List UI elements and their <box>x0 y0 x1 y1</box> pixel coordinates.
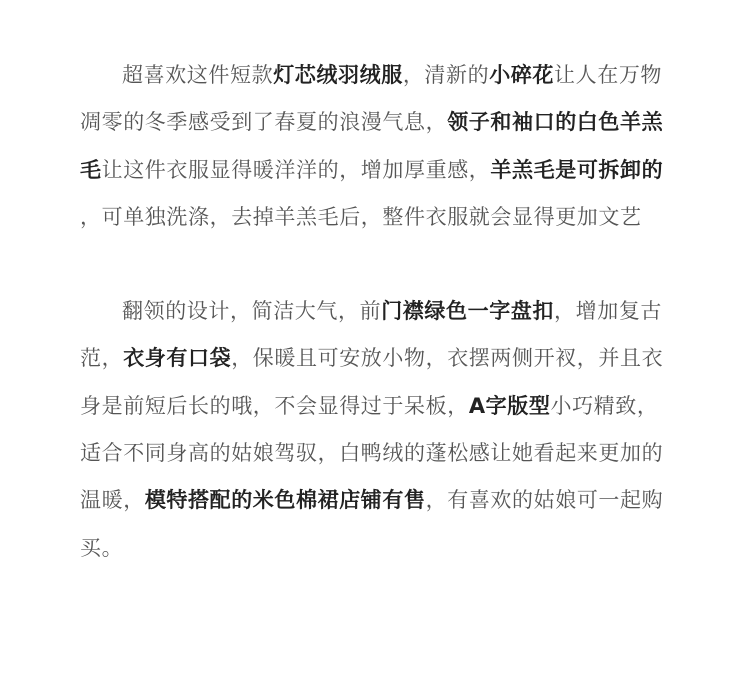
highlight-a-line-cut: A字版型 <box>468 393 551 418</box>
text-segment: ，可单独洗涤，去掉羊羔毛后，整件衣服就会显得更加文艺 <box>80 204 642 229</box>
text-segment: 翻领的设计，简洁大气，前 <box>122 299 382 324</box>
highlight-detachable-lambswool: 羊羔毛是可拆卸的 <box>490 157 664 182</box>
text-segment: 小巧精致，适合不同身高的姑娘驾驭，白鸭绒的蓬松感让她看起来更加的温暖， <box>80 393 664 513</box>
text-segment: ，增加复古范， <box>80 299 663 371</box>
highlight-green-frog-buttons: 门襟绿色一字盘扣 <box>381 299 555 324</box>
paragraph-design-details <box>80 288 670 572</box>
text-segment: 超喜欢这件短款 <box>122 63 274 87</box>
product-description <box>80 52 670 572</box>
highlight-pockets: 衣身有口袋 <box>123 346 232 371</box>
highlight-floral-print: 小碎花 <box>489 63 555 87</box>
text-segment: ，清新的 <box>402 63 490 87</box>
highlight-model-skirt-available: 模特搭配的米色棉裙店铺有售 <box>144 488 426 513</box>
text-segment: ，保暖且可安放小物，衣摆两侧开衩，并且衣身是前短后长的哦，不会显得过于呆板， <box>80 346 664 418</box>
paragraph-fabric-and-collar <box>80 52 670 241</box>
text-segment: 让人在万物凋零的冬季感受到了春夏的浪漫气息， <box>80 63 663 135</box>
highlight-corduroy-down-jacket: 灯芯绒羽绒服 <box>273 63 403 87</box>
text-segment: 让这件衣服显得暖洋洋的，增加厚重感， <box>101 157 491 182</box>
highlight-lambswool-collar-cuffs: 领子和袖口的白色羊羔毛 <box>80 110 664 182</box>
text-segment: ，有喜欢的姑娘可一起购买。 <box>80 488 664 560</box>
